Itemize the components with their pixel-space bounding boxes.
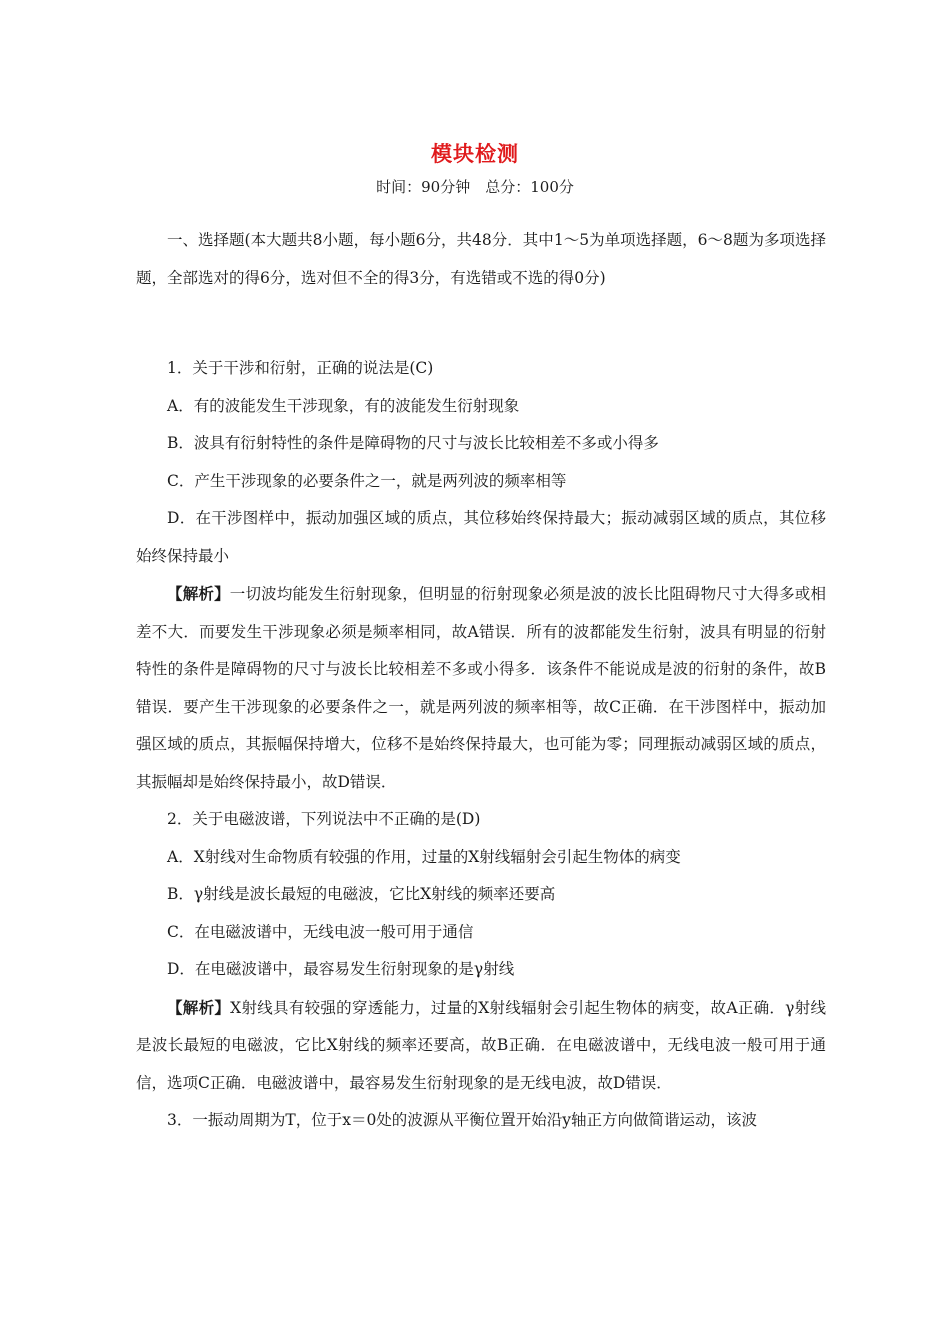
question-2-stem: 2．关于电磁波谱，下列说法中不正确的是(D) — [167, 810, 481, 828]
analysis-tag: 【解析】 — [167, 584, 230, 603]
question-1-analysis — [136, 575, 826, 801]
question-1-option-d: D．在干涉图样中，振动加强区域的质点，其位移始终保持最大；振动减弱区域的质点，其位移始终保持最小 — [136, 509, 826, 565]
question-2-option-d: D．在电磁波谱中，最容易发生衍射现象的是γ射线 — [167, 960, 515, 978]
question-1-option-c: C．产生干涉现象的必要条件之一，就是两列波的频率相等 — [167, 471, 567, 490]
question-1-option-a: A．有的波能发生干涉现象，有的波能发生衍射现象 — [167, 396, 520, 415]
question-2-option-b: B．γ射线是波长最短的电磁波，它比X射线的频率还要高 — [167, 885, 556, 903]
page-title: 模块检测 — [431, 142, 519, 166]
section-instructions: 一、选择题(本大题共8小题，每小题6分，共48分．其中1～5为单项选择题，6～8题为多项选择题，全部选对的得6分，选对但不全的得3分，有选错或不选的得0分) — [136, 231, 826, 287]
exam-info: 时间：90分钟 总分：100分 — [376, 178, 574, 196]
question-1-stem: 1．关于干涉和衍射，正确的说法是(C) — [167, 359, 434, 377]
questions — [136, 350, 826, 1140]
question-1-option-b: B．波具有衍射特性的条件是障碍物的尺寸与波长比较相差不多或小得多 — [167, 434, 659, 452]
question-2-analysis-text: X射线具有较强的穿透能力，过量的X射线辐射会引起生物体的病变，故A正确．γ射线是波长最短的电磁波，它比X射线的频率还要高，故B正确．在电磁波谱中，无线电波一般可用于通信，选项C正确．电磁波谱中，最容易发生衍射现象的是无线电波，故D错误． — [136, 998, 826, 1092]
question-3-stem: 3．一振动周期为T，位于x＝0处的波源从平衡位置开始沿y轴正方向做简谐运动，该波 — [167, 1111, 758, 1129]
analysis-tag: 【解析】 — [167, 997, 231, 1017]
section-intro — [136, 222, 826, 297]
question-2-option-a: A．X射线对生命物质有较强的作用，过量的X射线辐射会引起生物体的病变 — [167, 847, 681, 866]
question-2-option-c: C．在电磁波谱中，无线电波一般可用于通信 — [167, 922, 474, 941]
question-2-analysis — [136, 989, 826, 1103]
question-1-analysis-text: 一切波均能发生衍射现象，但明显的衍射现象必须是波的波长比阻碍物尺寸大得多或相差不大．而要发生干涉现象必须是频率相同，故A错误．所有的波都能发生衍射，波具有明显的衍射特性的条件是障碍物的尺寸与波长比较相差不多或小得多．该条件不能说成是波的衍射的条件，故B错误．要产生干涉现象的必要条件之一，就是两列波的频率相等，故C正确．在干涉图样中，振动加强区域的质点，其振幅保持增大，位移不是始终保持最大，也可能为零；同理振动减弱区域的质点，其振幅却是始终保持最小，故D错误． — [136, 585, 826, 791]
